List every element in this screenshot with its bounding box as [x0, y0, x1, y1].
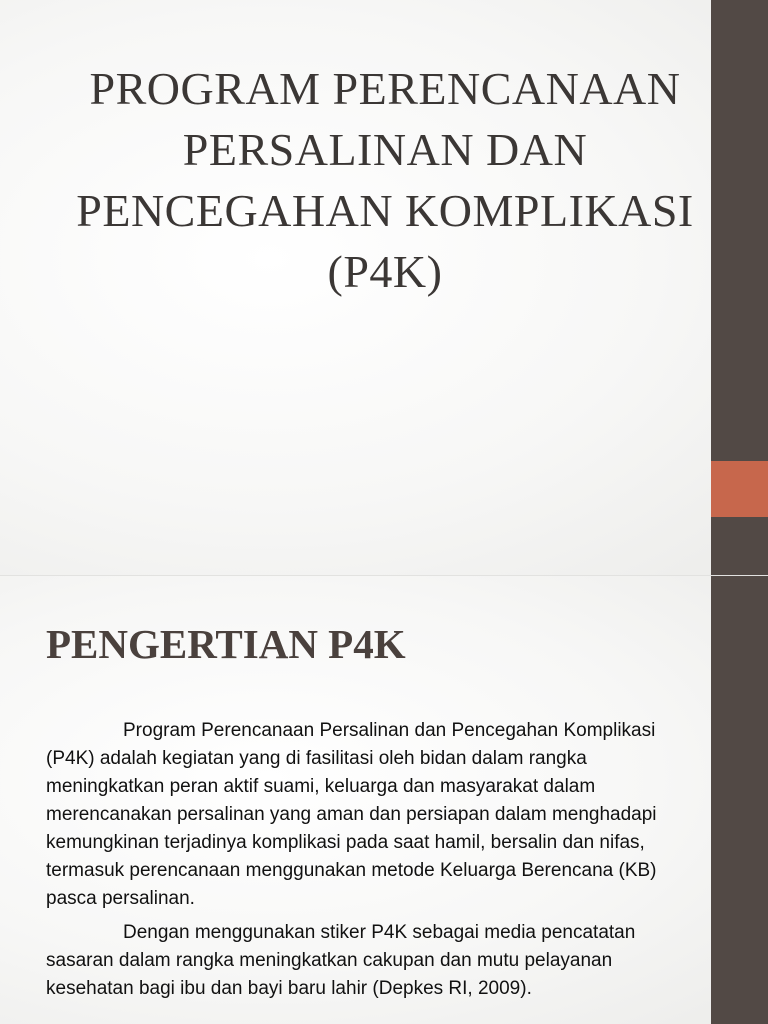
title-line-2: PERSALINAN DAN — [182, 124, 588, 175]
slide-accent-block — [711, 461, 768, 517]
title-line-1: PROGRAM PERENCANAAN — [89, 63, 681, 114]
slide-definition — [0, 575, 768, 1024]
section-heading: PENGERTIAN P4K — [46, 621, 406, 667]
slide-side-bar — [711, 576, 768, 1024]
title-line-4: (P4K) — [327, 246, 443, 297]
body-paragraph-1: Program Perencanaan Persalinan dan Pencegahan Komplikasi (P4K) adalah kegiatan yang di fasilitasi oleh bidan dalam rangka meningkatkan peran aktif suami, keluarga dan masyarakat dalam merencanakan persalinan yang aman dan persiapan dalam menghadapi kemungkinan terjadinya komplikasi pada saat hamil, bersalin dan nifas, termasuk perencanaan menggunakan metode Keluarga Berencana (KB) pasca persalinan. — [46, 720, 657, 909]
body-paragraph-2: Dengan menggunakan stiker P4K sebagai media pencatatan sasaran dalam rangka meningkatkan cakupan dan mutu pelayanan kesehatan bagi ibu dan bayi baru lahir (Depkes RI, 2009). — [46, 922, 636, 999]
body-text — [46, 717, 686, 1009]
title-line-3: PENCEGAHAN KOMPLIKASI — [76, 185, 694, 236]
slide-title-heading — [60, 58, 710, 302]
